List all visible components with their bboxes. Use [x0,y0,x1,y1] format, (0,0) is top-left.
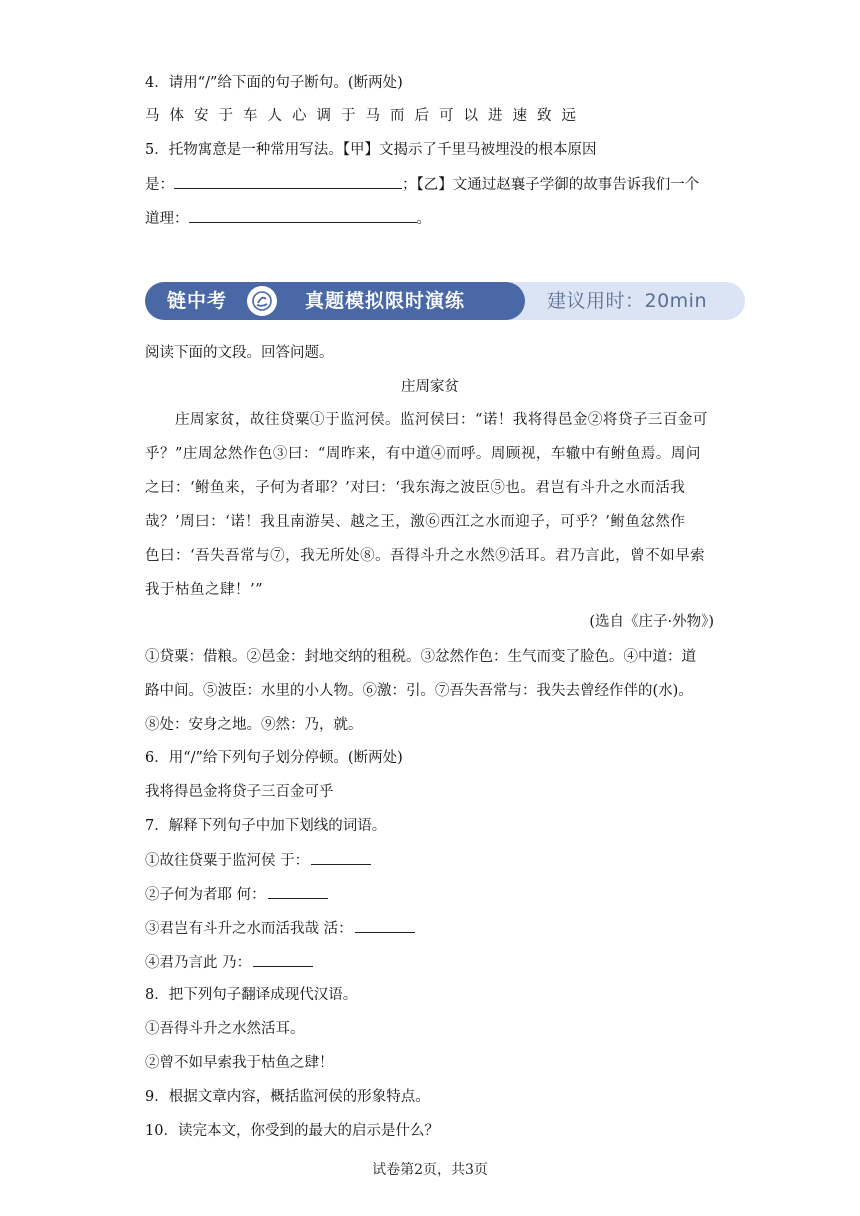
note-line: ⑧处：安身之地。⑨然：乃，就。 [145,717,363,733]
q5-line-3-prefix: 道理： [145,211,189,227]
q8-stem: 8．把下列句子翻译成现代汉语。 [145,987,358,1003]
q7-item: ②子何为者耶 何： [145,884,328,905]
banner-label-mid: 真题模拟限时演练 [305,290,466,312]
reading-title: 庄周家贫 [401,379,459,395]
q7-item: ①故往贷粟于监河侯 于： [145,850,371,871]
passage-line: 庄周家贫，故往贷粟①于监河侯。监河侯曰：“诺！我将得邑金②将贷子三百金可 [175,412,708,428]
q5-line-2-suffix: ；【乙】文通过赵襄子学御的故事告诉我们一个 [402,177,700,193]
answer-blank[interactable] [189,208,417,223]
reading-source: (选自《庄子·外物》) [589,614,714,630]
q5-line-2-prefix: 是： [145,177,174,193]
passage-line: 色曰：‘吾失吾常与⑦，我无所处⑧。吾得斗升之水然⑨活耳。君乃言此，曾不如早索 [145,548,706,564]
passage-line: 之曰：‘鲋鱼来，子何为者耶？’对曰：‘我东海之波臣⑤也。君岂有斗升之水而活我 [145,480,686,496]
q9-stem: 9．根据文章内容，概括监河侯的形象特点。 [145,1089,430,1105]
answer-blank[interactable] [174,174,402,189]
answer-blank[interactable] [253,952,313,967]
answer-blank[interactable] [355,918,415,933]
q4-sentence: 马体安于车人心调于马而后可以进速致远 [145,108,586,124]
answer-blank[interactable] [311,850,371,865]
q6-stem: 6．用“/”给下列句子划分停顿。(断两处) [145,750,403,766]
q7-stem: 7．解释下列句子中加下划线的词语。 [145,818,387,834]
q10-stem: 10．读完本文，你受到的最大的启示是什么？ [145,1123,439,1139]
link-badge-icon [247,286,277,316]
section-banner [145,282,745,320]
q5-line-3 [145,208,431,229]
q5-line-2 [145,174,699,195]
q5-line-1: 5．托物寓意是一种常用写法。【甲】文揭示了千里马被埋没的根本原因 [145,142,597,158]
q6-sentence: 我将得邑金将贷子三百金可乎 [145,784,334,800]
passage-line: 哉？’周曰：‘诺！我且南游吴、越之王，激⑥西江之水而迎子，可乎？’鲋鱼忿然作 [145,514,686,530]
passage-line: 乎？”庄周忿然作色③曰：“周昨来，有中道④而呼。周顾视，车辙中有鲋鱼焉。周问 [145,446,701,462]
note-line: ①贷粟：借粮。②邑金：封地交纳的租税。③忿然作色：生气而变了脸色。④中道：道 [145,649,696,665]
q7-item: ③君岂有斗升之水而活我哉 活： [145,918,415,939]
q8-item: ①吾得斗升之水然活耳。 [145,1021,305,1037]
note-line: 路中间。⑤波臣：水里的小人物。⑥激：引。⑦吾失吾常与：我失去曾经作伴的(水)。 [145,683,693,699]
passage-line: 我于枯鱼之肆！’” [145,582,264,598]
page-footer: 试卷第2页，共3页 [372,1162,488,1178]
q5-line-3-suffix: 。 [416,211,431,227]
q4-stem: 4．请用“/”给下面的句子断句。(断两处) [145,75,403,91]
q7-item: ④君乃言此 乃： [145,952,313,973]
reading-passage [145,403,715,607]
banner-label-left: 链中考 [167,290,228,312]
reading-intro: 阅读下面的文段。回答问题。 [145,345,334,361]
q8-item: ②曾不如早索我于枯鱼之肆！ [145,1055,334,1071]
answer-blank[interactable] [268,884,328,899]
banner-label-right: 建议用时：20min [547,290,708,312]
